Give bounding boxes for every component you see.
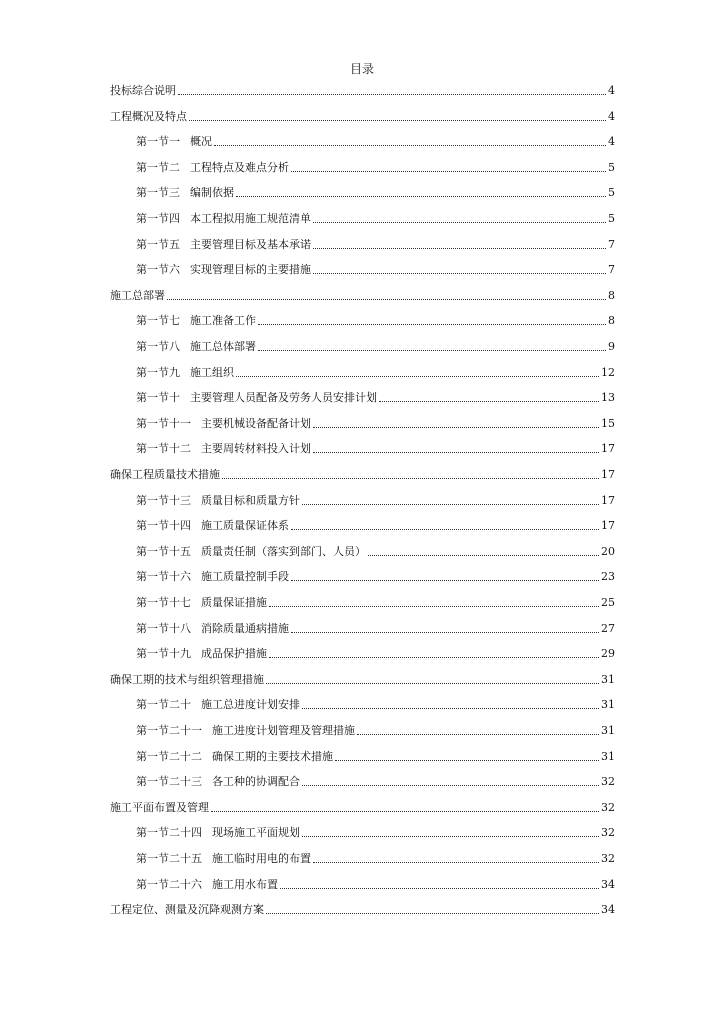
toc-subentry[interactable]: [136, 694, 615, 712]
toc-entry-number: 第一节十八: [136, 621, 191, 635]
toc-entry-label: 工程概况及特点: [110, 109, 187, 123]
toc-entry-text: [136, 724, 355, 738]
toc-entry-label: 现场施工平面规划: [212, 826, 300, 840]
toc-entry-number: 第一节十五: [136, 544, 191, 558]
toc-subentry[interactable]: [136, 310, 615, 328]
toc-subentry[interactable]: [136, 874, 615, 892]
toc-entry-text: [136, 212, 311, 226]
dot-leader: [313, 862, 599, 863]
dot-leader: [222, 478, 599, 479]
toc-entry-text: [110, 84, 176, 98]
toc-page-number: 34: [601, 877, 615, 891]
toc-page-number: 17: [601, 468, 615, 481]
dot-leader: [291, 529, 599, 530]
toc-entry-label: 各工种的协调配合: [212, 775, 300, 789]
toc-entry-number: 第一节三: [136, 186, 180, 200]
toc-page-number: 4: [608, 84, 615, 97]
toc-entry-text: [136, 442, 311, 456]
toc-entry-number: 第一节二十五: [136, 852, 202, 865]
toc-entry-label: 主要管理人员配备及劳务人员安排计划: [190, 391, 377, 405]
toc-entry-number: 第一节五: [136, 237, 180, 251]
toc-entry-text: [136, 775, 300, 789]
toc-page-number: 4: [608, 135, 615, 149]
toc-entry[interactable]: [110, 80, 615, 98]
toc-entry-label: 实现管理目标的主要措施: [190, 263, 311, 277]
toc-entry-label: 确保工期的技术与组织管理措施: [110, 672, 264, 686]
toc-page-number: 23: [601, 570, 615, 584]
toc-entry-text: [110, 468, 220, 482]
toc-entry-text: [110, 801, 209, 815]
toc-entry-label: 施工准备工作: [190, 314, 256, 328]
toc-subentry[interactable]: [136, 234, 615, 252]
toc-entry[interactable]: [110, 464, 615, 482]
toc-page-number: 25: [601, 596, 615, 609]
toc-entry-label: 工程定位、测量及沉降观测方案: [110, 903, 264, 917]
dot-leader: [211, 811, 599, 812]
toc-subentry[interactable]: [136, 515, 615, 533]
toc-entry-text: [136, 698, 300, 712]
dot-leader: [313, 248, 606, 249]
toc-page-number: 5: [608, 212, 615, 225]
toc-page-number: 7: [608, 263, 615, 277]
toc-entry-text: [136, 545, 366, 559]
toc-entry-label: 施工临时用电的布置: [212, 852, 311, 865]
toc-subentry[interactable]: [136, 182, 615, 200]
dot-leader: [269, 657, 599, 658]
toc-entry-number: 第一节十二: [136, 442, 191, 456]
toc-page-number: 32: [601, 775, 615, 789]
dot-leader: [313, 222, 606, 223]
toc-entry[interactable]: [110, 797, 615, 815]
toc-entry-text: [136, 238, 311, 252]
dot-leader: [178, 94, 606, 95]
toc-page-number: 17: [601, 519, 615, 533]
toc-entry-label: 施工总体部署: [190, 340, 256, 353]
toc-page-number: 31: [601, 724, 615, 737]
toc-subentry[interactable]: [136, 438, 615, 456]
dot-leader: [379, 401, 599, 402]
dot-leader: [291, 171, 606, 172]
toc-page-number: 31: [601, 749, 615, 763]
toc-entry-label: 确保工期的主要技术措施: [212, 749, 333, 763]
toc-entry-text: [136, 263, 311, 277]
dot-leader: [302, 504, 599, 505]
toc-page-number: 15: [601, 416, 615, 430]
toc-entry-label: 成品保护措施: [201, 647, 267, 661]
toc-entry[interactable]: [110, 669, 615, 687]
toc-entry-text: [136, 135, 212, 149]
toc-entry-label: 质量保证措施: [201, 596, 267, 609]
toc-entry-text: [136, 826, 300, 840]
dot-leader: [214, 145, 606, 146]
toc-entry-text: [110, 903, 264, 917]
toc-entry-label: 主要机械设备配备计划: [201, 416, 311, 430]
toc-entry-label: 消除质量通病措施: [201, 621, 289, 635]
toc-entry-label: 工程特点及难点分析: [190, 160, 289, 174]
dot-leader: [258, 324, 606, 325]
toc-entry-number: 第一节十四: [136, 519, 191, 533]
toc-page-number: 34: [601, 903, 615, 917]
toc-entry-number: 第一节十七: [136, 596, 191, 609]
toc-entry-text: [110, 673, 264, 687]
toc-entry-text: [110, 110, 187, 124]
toc-subentry[interactable]: [136, 259, 615, 277]
toc-page-number: 31: [601, 698, 615, 712]
toc-entry-number: 第一节二十六: [136, 877, 202, 891]
toc-entry-label: 施工总部署: [110, 288, 165, 302]
dot-leader: [258, 350, 606, 351]
toc-subentry[interactable]: [136, 771, 615, 789]
toc-entry-text: [136, 570, 289, 584]
toc-subentry[interactable]: [136, 566, 615, 584]
toc-subentry[interactable]: [136, 387, 615, 405]
toc-subentry[interactable]: [136, 746, 615, 764]
toc-page-number: 13: [601, 391, 615, 405]
toc-entry-label: 主要周转材料投入计划: [201, 442, 311, 456]
dot-leader: [302, 785, 599, 786]
toc-entry-text: [136, 494, 300, 508]
toc-entry-text: [136, 314, 256, 328]
toc-page-number: 29: [601, 647, 615, 661]
toc-entry-number: 第一节二十四: [136, 826, 202, 840]
toc-entry-number: 第一节十九: [136, 647, 191, 661]
toc-entry-text: [136, 366, 234, 380]
dot-leader: [291, 632, 599, 633]
toc-subentry[interactable]: [136, 848, 615, 866]
toc-page-number: 17: [601, 493, 615, 507]
dot-leader: [189, 120, 606, 121]
dot-leader: [368, 555, 599, 556]
toc-entry-label: 编制依据: [190, 186, 234, 200]
toc-page-number: 17: [601, 442, 615, 456]
toc-entry[interactable]: [110, 285, 615, 303]
dot-leader: [269, 606, 599, 607]
toc-entry-text: [136, 161, 289, 175]
toc-subentry[interactable]: [136, 490, 615, 508]
toc-entry-number: 第一节十三: [136, 493, 191, 507]
toc-entry[interactable]: [110, 106, 615, 124]
toc-entry-label: 质量目标和质量方针: [201, 493, 300, 507]
toc-entry-label: 施工总进度计划安排: [201, 698, 300, 712]
toc-entry-label: 施工组织: [190, 365, 234, 379]
toc-subentry[interactable]: [136, 157, 615, 175]
toc-entry-label: 施工质量控制手段: [201, 570, 289, 584]
toc-entry-text: [136, 417, 311, 431]
toc-entry-label: 投标综合说明: [110, 84, 176, 97]
toc-subentry[interactable]: [136, 592, 615, 610]
toc-subentry[interactable]: [136, 413, 615, 431]
toc-entry-number: 第一节一: [136, 135, 180, 149]
dot-leader: [313, 427, 599, 428]
toc-entry-text: [136, 340, 256, 354]
toc-page-number: 32: [601, 852, 615, 865]
toc-entry-number: 第一节二十: [136, 698, 191, 712]
toc-entry-number: 第一节十六: [136, 570, 191, 584]
toc-page-number: 12: [601, 365, 615, 379]
toc-entry-number: 第一节九: [136, 365, 180, 379]
toc-subentry[interactable]: [136, 618, 615, 636]
toc-subentry[interactable]: [136, 720, 615, 738]
toc-page-number: 32: [601, 800, 615, 814]
toc-entry-label: 质量责任制（落实到部门、人员）: [201, 544, 366, 558]
dot-leader: [236, 376, 599, 377]
dot-leader: [302, 708, 599, 709]
toc-page-number: 20: [601, 544, 615, 558]
toc-entry-label: 概况: [190, 135, 212, 149]
toc-entry-text: [136, 391, 377, 405]
toc-entry-number: 第一节二十一: [136, 724, 202, 737]
toc-page-number: 5: [608, 186, 615, 200]
dot-leader: [236, 196, 606, 197]
dot-leader: [280, 888, 599, 889]
toc-entry-label: 主要管理目标及基本承诺: [190, 237, 311, 251]
toc-entry-number: 第一节十: [136, 391, 180, 405]
toc-entry-number: 第一节八: [136, 340, 180, 353]
toc-page-number: 8: [608, 288, 615, 302]
toc-entry-text: [136, 519, 289, 533]
dot-leader: [266, 913, 599, 914]
toc-subentry[interactable]: [136, 131, 615, 149]
toc-subentry[interactable]: [136, 362, 615, 380]
toc-entry-label: 施工用水布置: [212, 877, 278, 891]
toc-entry-label: 本工程拟用施工规范清单: [190, 212, 311, 225]
toc-page-number: 9: [608, 340, 615, 353]
toc-entry-number: 第一节二十三: [136, 775, 202, 789]
dot-leader: [302, 836, 599, 837]
dot-leader: [335, 760, 599, 761]
toc-subentry[interactable]: [136, 541, 615, 559]
dot-leader: [313, 452, 599, 453]
toc-entry-number: 第一节四: [136, 212, 180, 225]
dot-leader: [266, 683, 599, 684]
toc-entry-number: 第一节二: [136, 160, 180, 174]
toc-entry-text: [110, 289, 165, 303]
toc-entry-number: 第一节二十二: [136, 749, 202, 763]
toc-subentry[interactable]: [136, 822, 615, 840]
toc-entry-text: [136, 878, 278, 892]
toc-entry-label: 施工进度计划管理及管理措施: [212, 724, 355, 737]
toc-entry-label: 确保工程质量技术措施: [110, 468, 220, 481]
toc-entry-number: 第一节六: [136, 263, 180, 277]
dot-leader: [291, 580, 599, 581]
toc-entry-label: 施工平面布置及管理: [110, 800, 209, 814]
dot-leader: [357, 734, 599, 735]
toc-page-number: 27: [601, 621, 615, 635]
dot-leader: [167, 299, 606, 300]
toc-page-number: 5: [608, 160, 615, 174]
toc-entry-text: [136, 647, 267, 661]
toc-entry-number: 第一节十一: [136, 416, 191, 430]
toc-page-number: 8: [608, 314, 615, 328]
toc-entry-text: [136, 622, 289, 636]
toc-page-number: 32: [601, 826, 615, 840]
toc-page-number: 31: [601, 672, 615, 686]
toc-title: 目录: [349, 62, 374, 76]
toc-entry-text: [136, 186, 234, 200]
toc-entry-text: [136, 596, 267, 610]
toc-subentry[interactable]: [136, 643, 615, 661]
dot-leader: [313, 273, 606, 274]
toc-entry-text: [136, 750, 333, 764]
toc-subentry[interactable]: [136, 336, 615, 354]
toc-entry-number: 第一节七: [136, 314, 180, 328]
toc-entry[interactable]: [110, 899, 615, 917]
toc-entry-label: 施工质量保证体系: [201, 519, 289, 533]
toc-subentry[interactable]: [136, 208, 615, 226]
toc-page-number: 7: [608, 237, 615, 251]
toc-page-number: 4: [608, 109, 615, 123]
toc-entry-text: [136, 852, 311, 866]
